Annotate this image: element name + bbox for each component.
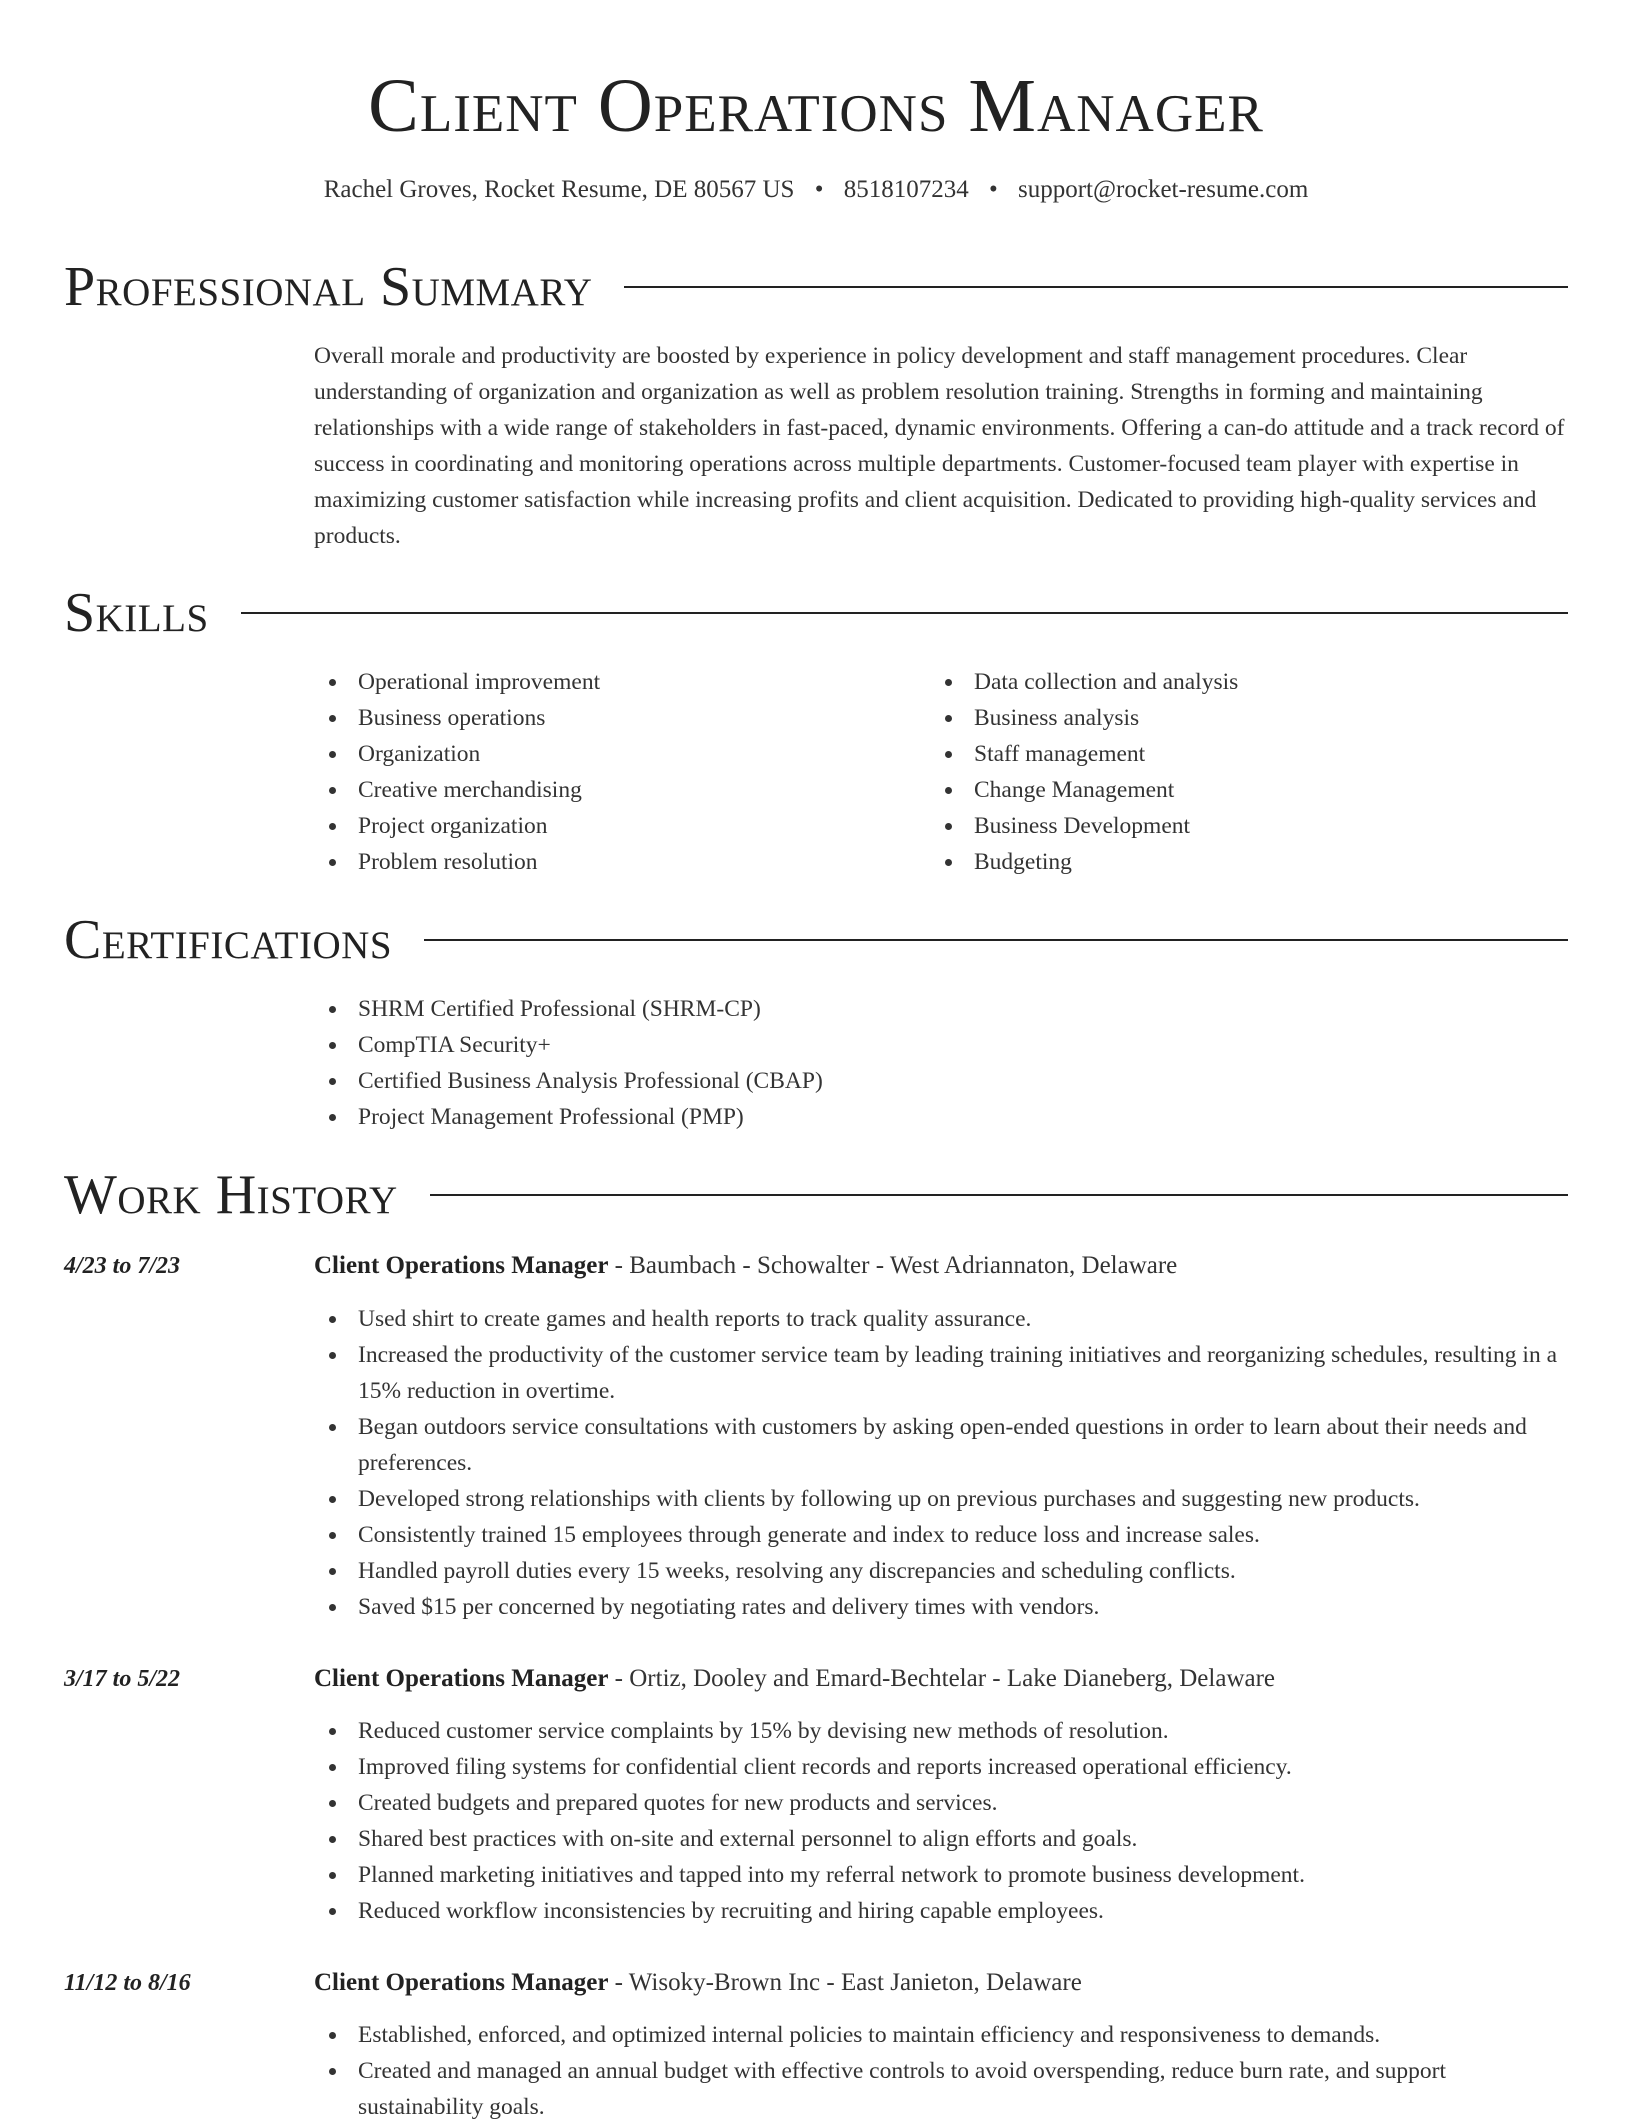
job-heading <box>314 1248 1568 1284</box>
certifications-list <box>314 991 1314 1135</box>
section-title-summary: Professional Summary <box>64 256 593 318</box>
job-duty: Handled payroll duties every 15 weeks, resolving any discrepancies and scheduling conflicts. <box>314 1553 1568 1589</box>
job-role: Client Operations Manager <box>314 1969 609 1996</box>
section-header-summary <box>64 252 1568 322</box>
certification-item: SHRM Certified Professional (SHRM-CP) <box>314 991 1314 1027</box>
job-duty: Created budgets and prepared quotes for new products and services. <box>314 1785 1568 1821</box>
job-duty: Reduced workflow inconsistencies by recruiting and hiring capable employees. <box>314 1893 1568 1929</box>
skill-item: Business operations <box>314 700 874 736</box>
contact-separator: • <box>988 176 998 203</box>
skill-item: Business analysis <box>930 700 1550 736</box>
job-role: Client Operations Manager <box>314 1252 609 1279</box>
job-duty: Consistently trained 15 employees through generate and index to reduce loss and increase sales. <box>314 1517 1568 1553</box>
job-role: Client Operations Manager <box>314 1665 609 1692</box>
contact-email: support@rocket-resume.com <box>1018 176 1309 203</box>
job-duty: Planned marketing initiatives and tapped into my referral network to promote business development. <box>314 1857 1568 1893</box>
job-duty: Developed strong relationships with clients by following up on previous purchases and suggesting new products. <box>314 1481 1568 1517</box>
section-title-certifications: Certifications <box>64 909 393 971</box>
section-divider <box>430 1194 1568 1196</box>
section-title-skills: Skills <box>64 582 209 644</box>
section-divider <box>624 286 1568 288</box>
job-duty: Used shirt to create games and health reports to track quality assurance. <box>314 1301 1568 1337</box>
job-duty: Created and managed an annual budget with effective controls to avoid overspending, reduce burn rate, and support sustainability goals. <box>314 2053 1568 2125</box>
skills-list-left <box>314 664 874 880</box>
contact-separator: • <box>814 176 824 203</box>
job-duty: Saved $15 per concerned by negotiating rates and delivery times with vendors. <box>314 1589 1568 1625</box>
certification-item: Certified Business Analysis Professional (CBAP) <box>314 1063 1314 1099</box>
summary-text: Overall morale and productivity are boosted by experience in policy development and staff management procedures. Clear understanding of organization and organization as well as problem resolution training. Strengths in forming and maintaining relationships with a wide range of stakeholders in fast-paced, dynamic environments. Offering a can-do attitude and a track record of success in coordinating and monitoring operations across multiple departments. Customer-focused team player with expertise in maximizing customer satisfaction while increasing profits and client acquisition. Dedicated to providing high-quality services and products. <box>314 343 1565 549</box>
skill-item: Project organization <box>314 808 874 844</box>
skill-item: Data collection and analysis <box>930 664 1550 700</box>
job-employer-location: - Ortiz, Dooley and Emard-Bechtelar - Lake Dianeberg, Delaware <box>608 1665 1276 1692</box>
job-employer-location: - Baumbach - Schowalter - West Adriannaton, Delaware <box>608 1252 1178 1279</box>
skill-item: Problem resolution <box>314 844 874 880</box>
job-employer-location: - Wisoky-Brown Inc - East Janieton, Delaware <box>608 1969 1082 1996</box>
job-dates: 4/23 to 7/23 <box>64 1253 181 1279</box>
certification-item: CompTIA Security+ <box>314 1027 1314 1063</box>
contact-line <box>0 172 1632 208</box>
skill-item: Creative merchandising <box>314 772 874 808</box>
skill-item: Organization <box>314 736 874 772</box>
section-divider <box>424 939 1568 941</box>
job-duty: Reduced customer service complaints by 15% by devising new methods of resolution. <box>314 1713 1568 1749</box>
contact-phone: 8518107234 <box>843 176 969 203</box>
job-duty: Shared best practices with on-site and external personnel to align efforts and goals. <box>314 1821 1568 1857</box>
certification-item: Project Management Professional (PMP) <box>314 1099 1314 1135</box>
skill-item: Business Development <box>930 808 1550 844</box>
skill-item: Staff management <box>930 736 1550 772</box>
job-duties-list <box>314 1713 1568 1929</box>
job-dates: 3/17 to 5/22 <box>64 1666 181 1692</box>
skills-list-right <box>930 664 1550 880</box>
job-heading <box>314 1661 1568 1697</box>
section-header-certifications <box>64 905 1568 975</box>
section-divider <box>241 612 1568 614</box>
job-duties-list <box>314 2017 1568 2125</box>
job-duty: Began outdoors service consultations with customers by asking open-ended questions in order to learn about their needs and preferences. <box>314 1409 1568 1481</box>
section-header-work-history <box>64 1160 1568 1230</box>
job-duty: Increased the productivity of the customer service team by leading training initiatives and reorganizing schedules, resulting in a 15% reduction in overtime. <box>314 1337 1568 1409</box>
skill-item: Operational improvement <box>314 664 874 700</box>
job-dates: 11/12 to 8/16 <box>64 1970 191 1996</box>
job-heading <box>314 1965 1568 2001</box>
job-duty: Established, enforced, and optimized internal policies to maintain efficiency and responsiveness to demands. <box>314 2017 1568 2053</box>
job-duties-list <box>314 1301 1568 1625</box>
skill-item: Change Management <box>930 772 1550 808</box>
job-duty: Improved filing systems for confidential client records and reports increased operational efficiency. <box>314 1749 1568 1785</box>
section-title-work-history: Work History <box>64 1164 398 1226</box>
skill-item: Budgeting <box>930 844 1550 880</box>
resume-title: Client Operations Manager <box>368 64 1264 148</box>
contact-address: Rachel Groves, Rocket Resume, DE 80567 US <box>323 176 795 203</box>
section-header-skills <box>64 578 1568 648</box>
